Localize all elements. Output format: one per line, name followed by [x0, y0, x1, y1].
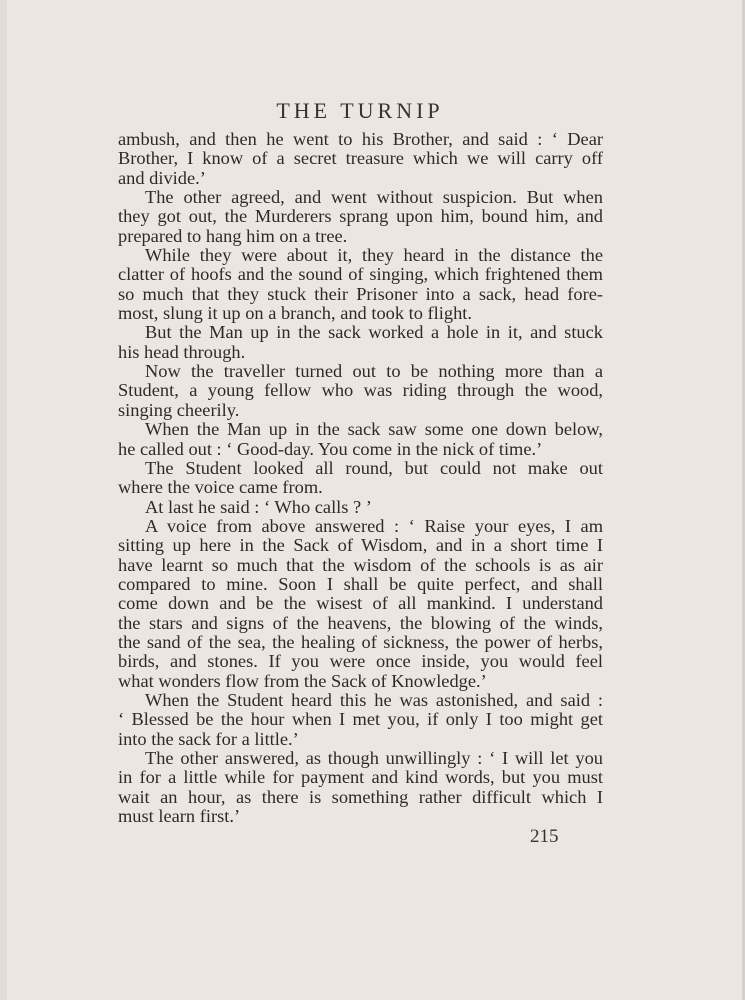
text-line: they got out, the Murderers sprang upon him, bound him, and: [118, 206, 603, 227]
text-line: come down and be the wisest of all mankind. I understand: [118, 593, 603, 614]
text-line: sitting up here in the Sack of Wisdom, and in a short time I: [118, 535, 603, 556]
text-line: Now the traveller turned out to be nothing more than a: [145, 361, 603, 382]
text-line: where the voice came from.: [118, 477, 323, 498]
text-line: When the Man up in the sack saw some one down below,: [145, 419, 603, 440]
text-line: birds, and stones. If you were once inside, you would feel: [118, 651, 603, 672]
running-head: THE TURNIP: [276, 98, 444, 123]
page-number: 215: [530, 826, 559, 847]
text-line: must learn first.’: [118, 806, 241, 827]
text-line: what wonders flow from the Sack of Knowledge.’: [118, 670, 487, 691]
text-line: ambush, and then he went to his Brother, and said : ‘ Dear: [118, 129, 603, 149]
text-line: A voice from above answered : ‘ Raise your eyes, I am: [145, 515, 603, 536]
text-line: most, slung it up on a branch, and took to flight.: [118, 303, 472, 324]
text-line: he called out : ‘ Good-day. You come in the nick of time.’: [118, 438, 543, 459]
text-line: When the Student heard this he was astonished, and said :: [145, 689, 603, 710]
page-gutter-edge: [0, 0, 7, 1000]
text-line: The other answered, as though unwillingly : ‘ I will let you: [145, 748, 603, 768]
text-line: Student, a young fellow who was riding through the wood,: [118, 380, 603, 401]
text-line: ‘ Blessed be the hour when I met you, if only I too might get: [118, 709, 603, 730]
text-line: have learnt so much that the wisdom of the schools is as air: [118, 554, 603, 575]
text-line: the sand of the sea, the healing of sickness, the power of herbs,: [118, 631, 603, 652]
text-line: clatter of hoofs and the sound of singing, which frightened them: [118, 264, 603, 285]
text-line: so much that they stuck their Prisoner into a sack, head fore-: [118, 283, 603, 304]
text-line: At last he said : ‘ Who calls ? ’: [145, 496, 372, 517]
text-line: the stars and signs of the heavens, the blowing of the winds,: [118, 612, 603, 633]
text-line: But the Man up in the sack worked a hole in it, and stuck: [145, 322, 603, 343]
text-line: The Student looked all round, but could not make out: [145, 457, 603, 478]
text-line: and divide.’: [118, 167, 206, 188]
text-line: Brother, I know of a secret treasure which we will carry off: [118, 148, 603, 169]
text-line: prepared to hang him on a tree.: [118, 225, 348, 246]
text-line: singing cheerily.: [118, 399, 240, 420]
text-line: his head through.: [118, 341, 246, 362]
text-line: compared to mine. Soon I shall be quite perfect, and shall: [118, 573, 603, 594]
text-line: into the sack for a little.’: [118, 728, 299, 749]
body-text: [118, 130, 603, 826]
text-line: in for a little while for payment and kind words, but you must: [118, 767, 603, 788]
text-line: While they were about it, they heard in the distance the: [145, 245, 603, 266]
text-line: wait an hour, as there is something rather difficult which I: [118, 786, 603, 807]
text-line: The other agreed, and went without suspicion. But when: [145, 187, 603, 208]
